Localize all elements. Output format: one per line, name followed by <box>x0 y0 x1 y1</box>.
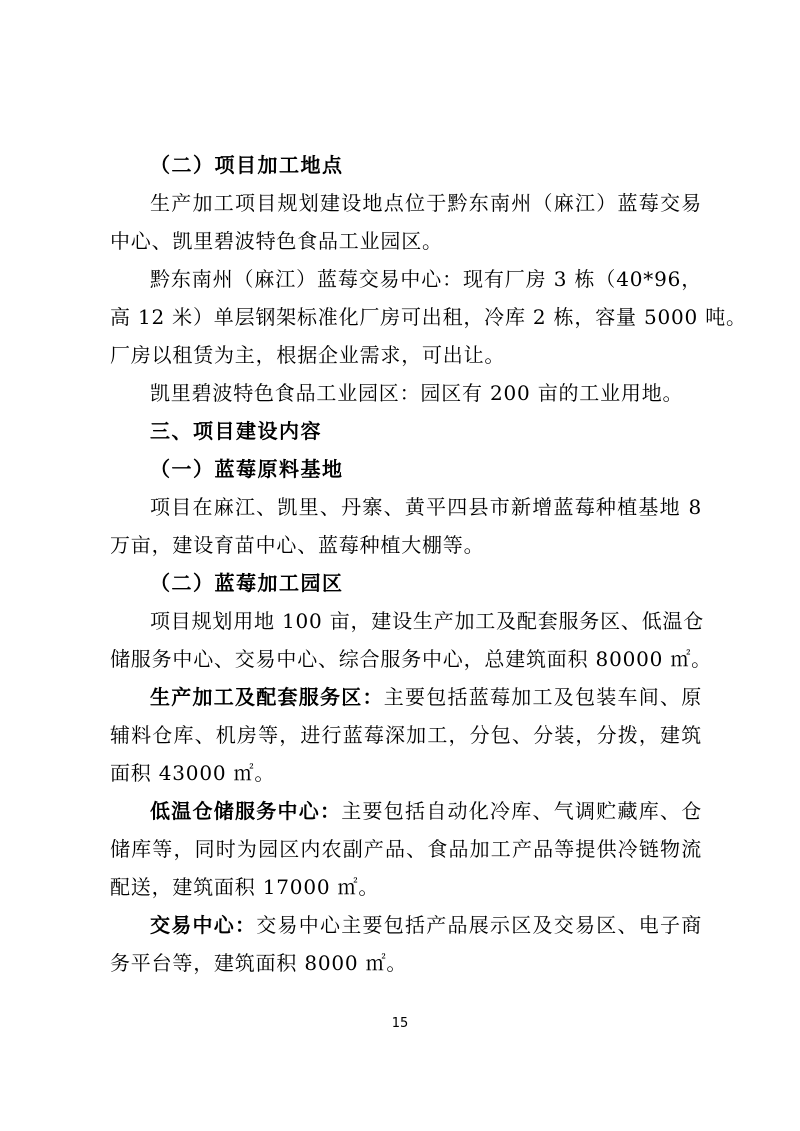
subsection-heading-raw-material-base: （一）蓝莓原料基地 <box>150 457 344 481</box>
paragraph-line: 中心、凯里碧波特色食品工业园区。 <box>110 229 443 253</box>
paragraph-line: 配送，建筑面积 17000 ㎡。 <box>110 875 380 899</box>
paragraph-line: 厂房以租赁为主，根据企业需求，可出让。 <box>110 343 506 367</box>
paragraph-line: 辅料仓库、机房等，进行蓝莓深加工，分包、分装，分拨，建筑 <box>110 723 702 747</box>
paragraph-line: 面积 43000 ㎡。 <box>110 761 276 785</box>
zone-text: 交易中心主要包括产品展示区及交易区、电子商 <box>256 913 702 937</box>
subsection-heading-processing-park: （二）蓝莓加工园区 <box>150 571 344 595</box>
paragraph-line <box>150 683 702 711</box>
paragraph-line: 黔东南州（麻江）蓝莓交易中心：现有厂房 3 栋（40*96， <box>150 267 702 291</box>
zone-title-cold-storage: 低温仓储服务中心： <box>150 799 342 823</box>
section-heading-project-location: （二）项目加工地点 <box>150 153 344 177</box>
paragraph-line: 项目在麻江、凯里、丹寨、黄平四县市新增蓝莓种植基地 8 <box>150 495 702 519</box>
paragraph-line: 高 12 米）单层钢架标准化厂房可出租，冷库 2 栋，容量 5000 吨。 <box>110 305 747 329</box>
paragraph-line: 凯里碧波特色食品工业园区：园区有 200 亩的工业用地。 <box>150 381 684 405</box>
paragraph-line <box>150 797 702 825</box>
paragraph-line: 项目规划用地 100 亩，建设生产加工及配套服务区、低温仓 <box>150 609 705 633</box>
paragraph-line: 储库等，同时为园区内农副产品、食品加工产品等提供冷链物流 <box>110 837 702 861</box>
paragraph-line: 务平台等，建筑面积 8000 ㎡。 <box>110 951 408 975</box>
paragraph-line: 生产加工项目规划建设地点位于黔东南州（麻江）蓝莓交易 <box>150 191 702 215</box>
page-number: 15 <box>391 1016 409 1031</box>
paragraph-line <box>150 911 702 939</box>
paragraph-line: 储服务中心、交易中心、综合服务中心，总建筑面积 80000 ㎡。 <box>110 647 712 671</box>
zone-title-production: 生产加工及配套服务区： <box>150 685 384 709</box>
paragraph-line: 万亩，建设育苗中心、蓝莓种植大棚等。 <box>110 533 485 557</box>
section-heading-construction-content: 三、项目建设内容 <box>150 419 322 443</box>
zone-text: 主要包括蓝莓加工及包装车间、原 <box>383 685 702 709</box>
zone-title-trading-center: 交易中心： <box>150 913 257 937</box>
zone-text: 主要包括自动化冷库、气调贮藏库、仓 <box>341 799 702 823</box>
